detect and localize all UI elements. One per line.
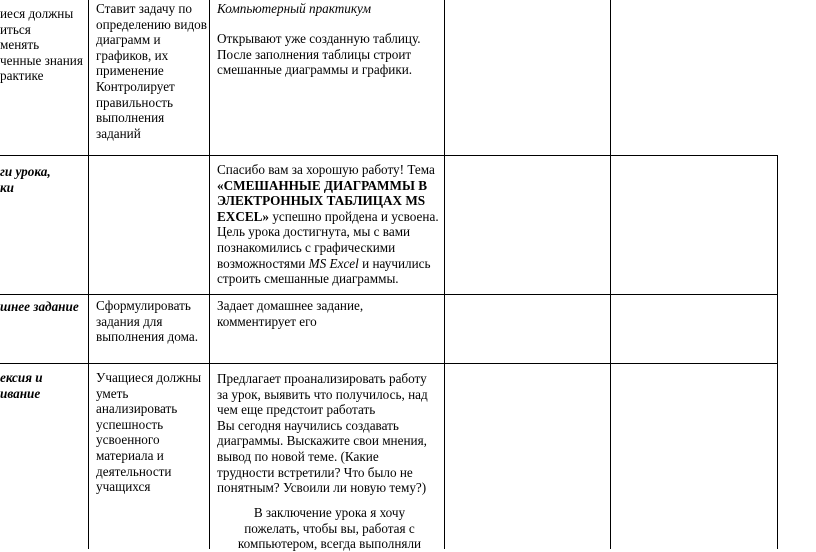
column-divider	[209, 0, 210, 549]
row-1-activity: Открывают уже созданную таблицу. После заполнения таблицы строит смешанные диаграммы и графики.	[217, 31, 421, 78]
row-2-activity-end: и научились строить смешанные диаграммы.	[217, 255, 431, 287]
row-1-activity-title: Компьютерный практикум	[217, 1, 371, 16]
row-4-activity: Предлагает проанализировать работу за урок, выявить что получилось, над чем еще предстоит работать Вы сегодня научились создавать диаграммы. Выскажите свои мнения, вывод по новой теме. (Какие трудности встретили? Что было не понятным? Усвоили ли новую тему?)	[217, 371, 428, 496]
column-divider	[444, 0, 445, 549]
row-2-activity	[217, 162, 442, 287]
row-4-activity-closing: В заключение урока я хочу пожелать, чтобы вы, работая с компьютером, всегда выполняли	[237, 505, 422, 552]
column-divider	[610, 0, 611, 549]
row-3-stage: шнее задание	[0, 299, 79, 314]
row-4-teacher: Учащиеся должны уметь анализировать успешность усвоенного материала и деятельности учащихся	[96, 370, 202, 495]
row-3-teacher: Сформулировать задания для выполнения дома.	[96, 298, 198, 345]
row-divider	[611, 155, 778, 156]
row-1-teacher: Ставит задачу по определению видов диаграмм и графиков, их применение Контролирует правильность выполнения заданий	[96, 1, 207, 141]
row-2-activity-app: MS Excel	[308, 255, 359, 271]
row-4-stage: ексия и ивание	[0, 370, 43, 401]
row-3-activity: Задает домашнее задание, комментирует его	[217, 298, 364, 329]
row-divider	[0, 363, 778, 364]
row-2-activity-topic: «СМЕШАННЫЕ ДИАГРАММЫ В ЭЛЕКТРОННЫХ ТАБЛИЦАХ MS EXCEL»	[217, 177, 427, 224]
row-2-activity-intro: Спасибо вам за хорошую работу! Тема	[217, 162, 435, 177]
row-2-activity-mid: успешно пройдена и усвоена. Цель урока достигнута, мы с вами познакомились с графическими возможностями	[217, 208, 439, 271]
row-divider	[0, 294, 778, 295]
row-2-stage: ги урока, ки	[0, 164, 51, 195]
row-divider	[0, 155, 611, 156]
column-divider	[777, 155, 778, 549]
column-divider	[88, 0, 89, 549]
row-1-stage: иеся должны иться менять ченные знания рактике	[0, 6, 83, 84]
